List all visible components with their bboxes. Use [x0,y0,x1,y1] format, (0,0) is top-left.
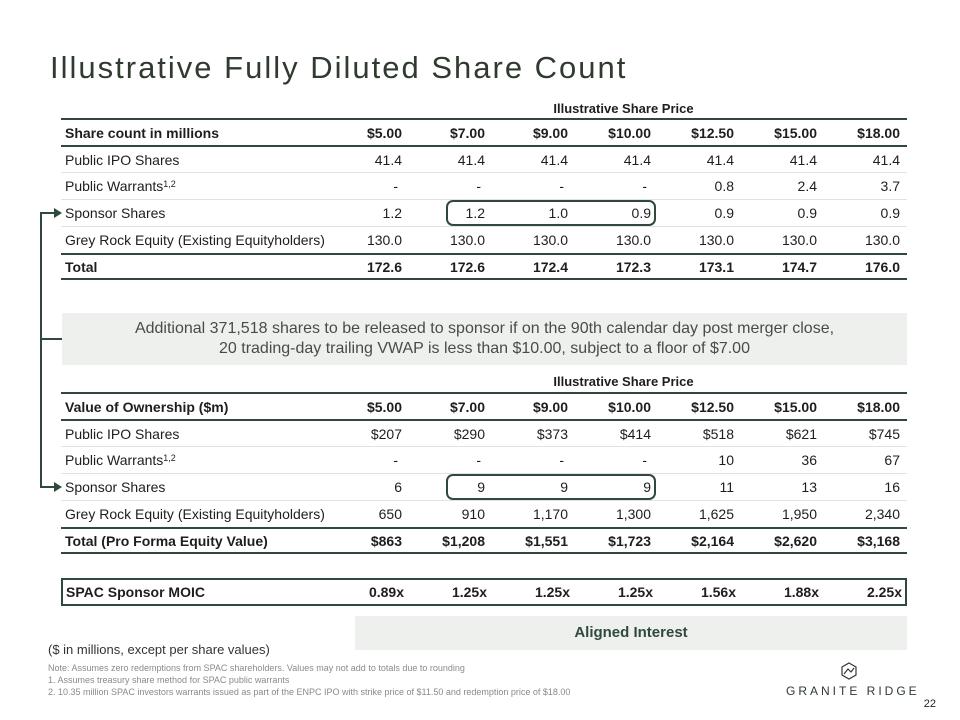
total-row [61,253,907,280]
footnote-ref: 1,2 [163,179,176,189]
table-cell: 16 [884,479,900,495]
row-label: Grey Rock Equity (Existing Equityholders) [65,506,325,522]
total-cell: $3,168 [857,532,900,549]
price-header: $10.00 [608,124,651,141]
table-cell: - [642,178,647,194]
footnote-2: 2. 10.35 million SPAC investors warrants issued as part of the ENPC IPO with strike price of $11.50 and redemption price of $18.00 [48,687,571,697]
value-table [61,392,907,554]
table-cell: 41.4 [623,151,651,168]
table-cell: 2,340 [864,506,900,522]
table-cell: - [559,178,564,194]
table-cell: 6 [394,479,402,495]
table-cell: 2.4 [797,178,817,194]
price-header: $9.00 [532,398,568,415]
table-cell: 41.4 [457,151,485,168]
table-cell: 130.0 [449,232,485,248]
bracket-line [40,212,54,214]
granite-ridge-logo-icon [840,662,858,680]
footnote-main: Note: Assumes zero redemptions from SPAC shareholders. Values may not add to totals due to rounding [48,663,465,673]
table-cell: 130.0 [864,232,900,248]
table-cell: - [476,452,481,468]
share-count-header-row [61,118,907,145]
total-cell: 172.6 [366,258,402,275]
table-cell: 13 [801,479,817,495]
table-cell: 1,950 [781,506,817,522]
price-header: $18.00 [857,124,900,141]
row-label: Public IPO Shares [65,151,180,168]
table-cell: 650 [378,506,402,522]
total-cell: $1,723 [608,532,651,549]
callout-line-2: 20 trading-day trailing VWAP is less than $10.00, subject to a floor of $7.00 [219,340,750,357]
bracket-line [40,486,54,488]
total-cell: 172.3 [615,258,651,275]
table-cell: - [642,452,647,468]
table-cell: $518 [702,425,734,442]
table-cell: 1,300 [615,506,651,522]
row-label-text: Public Warrants [65,452,164,468]
table-cell: 41.4 [374,151,402,168]
total-cell: 172.6 [449,258,485,275]
share-count-group-header: Illustrative Share Price [553,101,694,116]
value-header-row [61,392,907,419]
moic-cell: 0.89x [368,584,404,600]
table-cell: 67 [884,452,900,468]
moic-cell: 1.25x [534,584,570,600]
table-cell: 910 [461,506,485,522]
page-title: Illustrative Fully Diluted Share Count [50,50,628,85]
table-cell: $745 [868,425,900,442]
total-cell: $1,551 [525,532,568,549]
moic-cell: 1.88x [783,584,819,600]
total-cell: $2,164 [691,532,734,549]
moic-label: SPAC Sponsor MOIC [66,584,205,600]
row-label-text: Public Warrants [65,178,164,194]
table-cell: - [476,178,481,194]
table-cell: 41.4 [872,151,900,168]
table-cell: 11 [719,479,734,495]
callout-line-1: Additional 371,518 shares to be released to sponsor if on the 90th calendar day post merger close, [134,320,835,337]
table-row [61,500,907,527]
table-cell: - [559,452,564,468]
price-header: $12.50 [691,124,734,141]
table-cell: 1.2 [382,205,402,221]
table-cell: $414 [619,425,651,442]
value-group-header: Illustrative Share Price [553,374,694,389]
price-header: $15.00 [774,398,817,415]
bracket-line [40,212,42,487]
table-cell: $290 [453,425,485,442]
row-label: Grey Rock Equity (Existing Equityholders) [65,232,325,248]
total-row [61,527,907,554]
moic-cell: 1.25x [617,584,653,600]
price-header: $7.00 [449,398,485,415]
row-label [61,452,321,468]
moic-cell: 2.25x [866,584,902,600]
price-header: $5.00 [366,398,402,415]
table-cell: 1.0 [548,205,568,221]
table-row [61,145,907,172]
total-cell: 173.1 [698,258,734,275]
sponsor-value-highlight [446,474,656,500]
table-cell: 36 [801,452,817,468]
table-cell: - [393,452,398,468]
price-header: $9.00 [532,124,568,141]
table-cell: 0.9 [631,205,651,221]
table-cell: 130.0 [532,232,568,248]
table-cell: 41.4 [706,151,734,168]
table-cell: 0.9 [714,205,734,221]
share-count-header-label: Share count in millions [65,124,220,141]
table-cell: $621 [785,425,817,442]
table-cell: 0.8 [714,178,734,194]
company-logo [786,662,920,698]
table-cell: $373 [536,425,568,442]
table-cell: 130.0 [366,232,402,248]
total-cell: $1,208 [442,532,485,549]
table-row [61,446,907,473]
row-label: Sponsor Shares [65,205,166,221]
total-cell: 174.7 [781,258,817,275]
price-header: $15.00 [774,124,817,141]
total-label: Total (Pro Forma Equity Value) [65,532,268,549]
table-cell: 3.7 [880,178,900,194]
aligned-interest-banner: Aligned Interest [355,616,907,650]
price-header: $5.00 [366,124,402,141]
footnote-ref: 1,2 [163,453,176,463]
logo-text: GRANITE RIDGE [786,684,920,698]
total-label: Total [65,258,98,275]
sponsor-shares-highlight [446,200,656,226]
total-cell: 172.4 [532,258,568,275]
price-header: $10.00 [608,398,651,415]
total-cell: $863 [370,532,402,549]
table-cell: 130.0 [698,232,734,248]
table-cell: 9 [477,479,485,495]
units-note: ($ in millions, except per share values) [48,642,270,657]
table-cell: 130.0 [615,232,651,248]
table-cell: $207 [370,425,402,442]
table-cell: 1.2 [465,205,485,221]
total-cell: 176.0 [864,258,900,275]
table-cell: 1,625 [698,506,734,522]
value-header-label: Value of Ownership ($m) [65,398,229,415]
share-count-table [61,118,907,280]
footnotes [48,662,570,698]
table-cell: 9 [643,479,651,495]
moic-cell: 1.25x [451,584,487,600]
price-header: $12.50 [691,398,734,415]
row-label [61,178,321,194]
total-cell: $2,620 [774,532,817,549]
table-cell: 0.9 [797,205,817,221]
table-cell: 9 [560,479,568,495]
moic-row [61,578,907,606]
arrow-right-icon [54,208,62,218]
page-number: 22 [923,698,936,710]
footnote-1: 1. Assumes treasury share method for SPAC public warrants [48,675,290,685]
earnout-callout [62,313,907,365]
price-header: $7.00 [449,124,485,141]
row-label: Sponsor Shares [65,479,166,495]
table-cell: - [393,178,398,194]
bracket-line [40,338,62,340]
table-row [61,419,907,446]
table-cell: 0.9 [880,205,900,221]
table-row [61,172,907,199]
price-header: $18.00 [857,398,900,415]
table-cell: 41.4 [540,151,568,168]
table-cell: 130.0 [781,232,817,248]
row-label: Public IPO Shares [65,425,180,442]
table-row [61,226,907,253]
moic-cell: 1.56x [700,584,736,600]
table-cell: 1,170 [532,506,568,522]
table-cell: 10 [718,452,734,468]
table-cell: 41.4 [789,151,817,168]
